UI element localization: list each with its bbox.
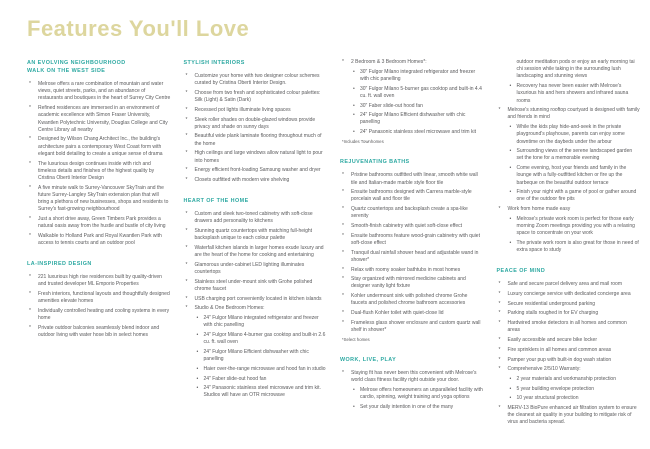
item-text: Luxury concierge service with dedicated concierge area xyxy=(507,291,631,298)
item-text: Walkable to Holland Park and Royal Kwantlen Park with access to tennis courts and an outdoor pool xyxy=(38,232,162,247)
sub-bullet-item xyxy=(196,315,328,329)
item-text: 5 year building envelope protection xyxy=(516,385,595,392)
bullet-marker: * xyxy=(29,232,31,239)
section-heading-line: WALK ON THE WEST SIDE xyxy=(27,68,106,74)
item-text: Stay organized with mirrored medicine cabinets and designer vanity light fixture xyxy=(351,276,466,290)
bullet-item xyxy=(184,150,328,164)
bullet-marker: * xyxy=(185,228,188,235)
bullet-marker: • xyxy=(353,68,355,75)
item-text: Studio & One Bedroom Homes: xyxy=(194,305,265,312)
bullet-item xyxy=(184,262,328,276)
item-text: Haier over-the-range microwave and hood fan in studio xyxy=(203,365,326,372)
bullet-marker: * xyxy=(185,133,188,140)
bullet-marker: * xyxy=(498,300,501,307)
bullet-item xyxy=(340,370,484,384)
item-text: Fresh interiors, functional layouts and thoughtfully designed amenities elevate homes xyxy=(38,291,170,305)
bullet-marker: * xyxy=(29,184,31,191)
bullet-marker: * xyxy=(498,206,501,213)
bullet-marker: * xyxy=(342,223,344,230)
section-heading xyxy=(497,267,641,275)
item-text: Tranquil dual rainfall shower head and adjustable wand in shower* xyxy=(351,249,479,263)
sub-bullet-item xyxy=(509,148,641,162)
section-heading-line: REJUVENATING BATHS xyxy=(340,159,410,166)
bullet-marker: * xyxy=(185,89,188,96)
bullet-item xyxy=(497,320,641,334)
bullet-item xyxy=(497,281,641,288)
bullet-marker: • xyxy=(353,102,355,109)
sub-bullet-item xyxy=(509,395,641,402)
feature-section xyxy=(27,59,171,247)
item-text: The private work room is also great for those in need of extra space to study xyxy=(516,239,639,254)
section-heading xyxy=(184,59,328,67)
sub-bullet-item xyxy=(352,103,484,110)
item-text: Pristine bathrooms outfitted with linear, smooth white wall tile and Italian-made marble style floor tile xyxy=(351,172,478,186)
column-3 xyxy=(340,59,484,424)
bullet-marker: • xyxy=(509,215,512,222)
bullet-item xyxy=(497,347,641,354)
bullet-marker: * xyxy=(29,136,31,143)
bullet-item xyxy=(340,250,484,264)
sub-bullet-item xyxy=(196,332,328,346)
bullet-marker: * xyxy=(342,59,344,65)
item-text: Safe and secure parcel delivery area and mail room xyxy=(507,281,623,288)
feature-section xyxy=(184,197,328,399)
bullet-marker: * xyxy=(185,295,188,302)
sub-bullet-item xyxy=(196,349,328,363)
bullet-marker: * xyxy=(185,106,188,113)
bullet-marker: * xyxy=(185,244,188,251)
section-heading-line: PEACE OF MIND xyxy=(496,268,546,275)
bullet-marker: • xyxy=(196,385,199,392)
bullet-marker: * xyxy=(185,278,188,285)
item-text: Glamorous under-cabinet LED lighting illuminates countertops xyxy=(194,261,305,276)
bullet-item xyxy=(340,223,484,230)
sub-bullet-item xyxy=(509,240,641,254)
item-text: Kohler undermount sink with polished chrome Grohe faucets and polished chrome bathroom accessories xyxy=(351,293,468,307)
footnote: *Select homes xyxy=(342,337,370,343)
sub-bullet-item xyxy=(509,376,641,383)
feature-section xyxy=(184,59,328,184)
bullet-marker: • xyxy=(353,404,355,410)
page-title: Features You'll Love xyxy=(27,16,250,41)
bullet-item xyxy=(27,136,171,158)
bullet-marker: * xyxy=(498,310,501,317)
bullet-item xyxy=(27,161,171,183)
item-text: The luxurious design continues inside with rich and timeless details and finishes of the highest quality by Cristina Oberti Interior Design xyxy=(38,160,155,181)
bullet-marker: • xyxy=(509,165,512,172)
sub-bullet-item xyxy=(352,129,484,136)
bullet-marker: * xyxy=(29,308,31,315)
feature-section xyxy=(497,267,641,426)
bullet-marker: • xyxy=(196,365,199,372)
bullet-item xyxy=(340,293,484,307)
bullet-marker: • xyxy=(353,85,355,92)
item-text: Parking stalls roughed in for EV charging xyxy=(507,310,599,317)
footnote: *Includes Townhomes xyxy=(342,139,384,145)
sub-bullet-item xyxy=(196,385,328,399)
bullet-marker: • xyxy=(196,315,199,322)
bullet-marker: * xyxy=(29,160,31,167)
item-text: Easily accessible and secure bike locker xyxy=(507,337,597,344)
section-heading-line: WORK, LIVE, PLAY xyxy=(340,357,397,364)
item-text: Stunning quartz countertops with matching full-height backsplash unique to each colour palette xyxy=(194,228,313,242)
item-text: High ceilings and large windows allow natural light to pour into homes xyxy=(194,150,323,164)
bullet-marker: * xyxy=(29,215,31,222)
bullet-item xyxy=(340,310,484,317)
bullet-item xyxy=(184,90,328,104)
section-heading-line: AN EVOLVING NEIGHBOURHOOD xyxy=(27,60,126,66)
item-text: Custom and sleek two-toned cabinetry with soft-close drawers add personality to kitchens xyxy=(194,211,313,225)
section-heading-line: HEART OF THE HOME xyxy=(183,198,249,205)
item-text: Smooth-finish cabinetry with quiet soft-close effect xyxy=(351,223,463,230)
column-1 xyxy=(27,59,171,352)
item-text: Recovery has never been easier with Melrose's luxurious his and hers showers and infrared sauna rooms xyxy=(516,83,629,104)
feature-section xyxy=(340,158,484,343)
feature-section xyxy=(340,356,484,411)
item-text: Stainless steel under-mount sink with Grohe polished chrome faucet xyxy=(194,278,313,292)
bullet-item xyxy=(184,228,328,242)
bullet-marker: * xyxy=(185,211,188,218)
item-text: Relax with roomy soaker bathtubs in most homes xyxy=(351,266,461,273)
bullet-marker: * xyxy=(498,107,501,114)
item-text: Comprehensive 2/5/10 Warranty: xyxy=(507,366,581,373)
bullet-item xyxy=(27,325,171,339)
item-text: Come evening, host your friends and family in the lounge with a fully-outfitted kitchen or fire up the barbeque on the beautiful outdoor terrace xyxy=(516,165,627,186)
bullet-marker: * xyxy=(185,167,188,174)
bullet-item xyxy=(497,310,641,317)
bullet-item xyxy=(340,172,484,186)
item-text: Ensuite bathrooms designed with Carrera marble-style porcelain wall and floor tile xyxy=(351,189,472,203)
sub-bullet-item xyxy=(352,112,484,126)
sub-bullet-item xyxy=(509,124,641,146)
bullet-item xyxy=(497,405,641,427)
bullet-marker: * xyxy=(342,310,344,317)
bullet-marker: • xyxy=(353,387,355,394)
bullet-marker: * xyxy=(498,291,501,298)
section-heading xyxy=(340,158,484,166)
item-text: Customize your home with two designer colour schemes curated by Cristina Oberti Interior Design. xyxy=(194,73,320,87)
item-text: 30" Faber slide-out hood fan xyxy=(360,102,423,109)
bullet-item xyxy=(27,105,171,134)
bullet-item xyxy=(27,216,171,230)
item-text: Private outdoor balconies seamlessly blend indoor and outdoor living with water hose bib in select homes xyxy=(38,324,160,339)
item-text: USB charging port conveniently located in kitchen islands xyxy=(194,295,322,302)
bullet-marker: * xyxy=(185,73,188,79)
bullet-marker: • xyxy=(509,189,512,196)
bullet-item xyxy=(27,291,171,305)
sub-bullet-item xyxy=(509,216,641,238)
sub-bullet-item xyxy=(509,386,641,393)
feature-section xyxy=(497,59,641,254)
bullet-marker: * xyxy=(29,105,31,112)
bullet-marker: * xyxy=(342,276,344,283)
item-text: outdoor meditation pods or enjoy an early morning tai chi session while taking in the surrounding lush landscaping and stunning views xyxy=(516,59,635,80)
feature-section xyxy=(340,59,484,145)
item-text: Frameless glass shower enclosure and custom quartz wall shelf in shower* xyxy=(351,319,481,333)
bullet-marker: * xyxy=(498,281,501,288)
item-text: Dual-flush Kohler toilet with quiet-close lid xyxy=(351,310,444,317)
item-text: Choose from two fresh and sophisticated colour palettes: Silk (Light) & Satin (Dark) xyxy=(194,89,321,104)
bullet-marker: * xyxy=(498,346,501,353)
bullet-marker: • xyxy=(196,348,199,355)
bullet-item xyxy=(340,233,484,247)
bullet-marker: * xyxy=(29,274,31,281)
item-text: Individually controlled heating and cooling systems in every home xyxy=(38,308,170,322)
bullet-marker: * xyxy=(29,324,31,331)
bullet-marker: • xyxy=(353,129,355,136)
bullet-item xyxy=(497,337,641,344)
bullet-marker: • xyxy=(196,375,199,382)
item-text: Melrose offers a rare combination of mountain and water views, quiet streets, parks, and an abundance of restaurants and boutiques in the heart of Surrey City Centre xyxy=(38,81,171,102)
bullet-item xyxy=(340,59,484,66)
bullet-item xyxy=(27,185,171,214)
bullet-marker: * xyxy=(342,249,344,256)
bullet-item xyxy=(184,117,328,131)
item-text: Melrose's stunning rooftop courtyard is designed with family and friends in mind xyxy=(507,107,640,121)
item-text: While the kids play hide-and-seek in the private playground's playhouse, parents can enjoy some downtime on the daybeds under the arbour xyxy=(516,124,625,145)
item-text: 2 Bedroom & 3 Bedroom Homes*: xyxy=(351,59,427,65)
bullet-continuation-text xyxy=(517,59,641,81)
bullet-item xyxy=(27,274,171,288)
item-text: Pamper your pup with built-in dog wash station xyxy=(507,356,612,363)
item-text: 24" Fulgor Milano 4-burner gas cooktop and built-in 2.6 cu. ft. wall oven xyxy=(203,331,326,346)
item-text: Recessed pot lights illuminate living spaces xyxy=(194,106,291,113)
item-text: Beautiful wide plank laminate flooring throughout much of the home xyxy=(194,133,322,147)
bullet-marker: * xyxy=(185,261,188,268)
sub-bullet-item xyxy=(509,83,641,105)
item-text: 30" Fulgor Milano integrated refrigerator and freezer with chic panelling xyxy=(360,68,476,82)
column-4 xyxy=(497,59,641,440)
section-heading xyxy=(340,356,484,364)
bullet-item xyxy=(184,296,328,303)
bullet-marker: • xyxy=(509,148,512,155)
bullet-marker: * xyxy=(498,405,501,412)
bullet-item xyxy=(27,308,171,322)
item-text: Closets outfitted with modern wire shelving xyxy=(194,176,290,183)
bullet-marker: * xyxy=(342,266,344,273)
bullet-marker: * xyxy=(498,337,501,344)
bullet-item xyxy=(340,267,484,274)
item-text: 24" Fulgor Milano Efficient dishwasher with chic panelling xyxy=(203,348,309,363)
bullet-item xyxy=(184,279,328,293)
item-text: Waterfall kitchen islands in larger homes exude luxury and are the heart of the home for cooking and entertaining xyxy=(194,244,324,259)
sub-bullet-item xyxy=(352,387,484,401)
item-text: Energy efficient front-loading Samsung washer and dryer xyxy=(194,167,321,174)
item-text: 10 year structural protection xyxy=(516,395,579,402)
item-text: Set your daily intention in one of the many xyxy=(360,404,454,410)
bullet-marker: * xyxy=(29,291,31,298)
bullet-item xyxy=(184,107,328,114)
item-text: Fire sprinklers in all homes and common areas xyxy=(507,346,612,353)
section-heading xyxy=(27,260,171,268)
columns xyxy=(27,59,640,440)
bullet-item xyxy=(340,206,484,220)
bullet-marker: • xyxy=(509,385,512,392)
item-text: Finish your night with a game of pool or gather around one of the outdoor fire pits xyxy=(516,189,637,203)
feature-section xyxy=(27,260,171,339)
bullet-marker: * xyxy=(29,81,31,87)
bullet-item xyxy=(184,245,328,259)
item-text: MERV-13 BioPure enhanced air filtration system to ensure the cleanest air quality in your building to mitigate risk of virus and bacteria spread. xyxy=(507,405,637,426)
bullet-item xyxy=(184,73,328,87)
item-text: Melrose offers homeowners an unparalleled facility with cardio, spinning, weight training and yoga options xyxy=(360,387,483,401)
item-text: 24" Panasonic stainless steel microwave and trim kit xyxy=(360,129,476,136)
item-text: Secure residential underground parking xyxy=(507,300,596,307)
bullet-marker: • xyxy=(509,124,512,131)
bullet-item xyxy=(184,167,328,174)
bullet-marker: * xyxy=(342,206,344,213)
item-text: Sleek roller shades on double-glazed windows provide privacy and shade on sunny days xyxy=(194,116,316,130)
bullet-marker: * xyxy=(185,176,188,183)
bullet-marker: * xyxy=(342,293,344,300)
bullet-item xyxy=(184,305,328,312)
bullet-item xyxy=(340,320,484,334)
item-text: 30" Fulgor Milano 5-burner gas cooktop and built-in 4.4 cu. ft. wall oven xyxy=(360,85,482,99)
sub-bullet-item xyxy=(196,366,328,373)
bullet-marker: • xyxy=(509,375,512,382)
item-text: 24" Fulgor Milano integrated refrigerator and freezer with chic panelling xyxy=(203,315,319,329)
item-text: Quartz countertops and backsplash create a spa-like serenity xyxy=(351,206,468,220)
bullet-marker: * xyxy=(185,116,188,123)
section-heading-line: STYLISH INTERIORS xyxy=(183,60,245,66)
sub-bullet-item xyxy=(509,189,641,203)
item-text: Work from home made easy xyxy=(507,206,571,213)
bullet-marker: * xyxy=(498,356,501,363)
bullet-marker: * xyxy=(185,305,188,312)
bullet-item xyxy=(340,276,484,290)
bullet-item xyxy=(497,206,641,213)
item-text: Hardwired smoke detectors in all homes and common areas xyxy=(507,320,627,334)
bullet-marker: • xyxy=(196,331,199,338)
bullet-item xyxy=(184,177,328,184)
bullet-item xyxy=(497,291,641,298)
bullet-marker: • xyxy=(509,395,512,402)
bullet-item xyxy=(497,357,641,364)
column-2 xyxy=(184,59,328,413)
item-text: Refined residences are immersed in an environment of academic excellence with Simon Fraser University, Kwantlen Polytechnic University, Douglas College and City Centre Library all nearby xyxy=(38,105,168,133)
item-text: Surrounding views of the serene landscaped garden set the tone for a memorable evening xyxy=(516,148,633,162)
bullet-marker: * xyxy=(342,370,344,377)
bullet-marker: * xyxy=(342,172,344,179)
item-text: A five minute walk to Surrey-Vancouver SkyTrain and the future Surrey-Langley SkyTrain extension plan that will bring a plethora of new businesses, shops and residents to Surrey's fast-growing neighbourhood xyxy=(38,184,169,213)
bullet-marker: • xyxy=(509,83,512,90)
bullet-item xyxy=(497,107,641,121)
bullet-item xyxy=(497,301,641,308)
item-text: Staying fit has never been this convenient with Melrose's world class fitness facility right outside your door. xyxy=(351,370,477,384)
item-text: 24" Panasonic stainless steel microwave and trim kit. Studios will have an OTR microwave xyxy=(203,385,321,399)
sub-bullet-item xyxy=(196,376,328,383)
bullet-item xyxy=(27,81,171,103)
bullet-marker: • xyxy=(509,239,512,246)
section-heading-line: LA-INSPIRED DESIGN xyxy=(27,261,92,268)
item-text: Designed by Wilson Chang Architect Inc., the building's architecture pairs a contemporary West Coast form with elegant bold detailing to create a unique sense of drama xyxy=(38,136,163,157)
sub-bullet-item xyxy=(509,165,641,187)
bullet-item xyxy=(184,133,328,147)
bullet-item xyxy=(184,211,328,225)
item-text: 24" Faber slide-out hood fan xyxy=(203,375,267,382)
section-heading xyxy=(184,197,328,205)
item-text: Melrose's private work room is perfect for those early morning Zoom meetings providing you with a relaxing space to concentrate on your work xyxy=(516,215,635,237)
bullet-item xyxy=(340,189,484,203)
bullet-marker: * xyxy=(342,319,344,326)
item-text: 221 luxurious high rise residences built by quality-driven and trusted developer ML Emporio Properties xyxy=(38,274,162,288)
bullet-marker: * xyxy=(498,320,501,327)
bullet-item xyxy=(27,233,171,247)
bullet-marker: * xyxy=(185,150,188,157)
sub-bullet-item xyxy=(352,404,484,411)
bullet-marker: • xyxy=(353,112,355,119)
item-text: Ensuite bathrooms feature wood-grain cabinetry with quiet soft-close effect xyxy=(351,232,480,246)
bullet-marker: * xyxy=(498,366,501,373)
sub-bullet-item xyxy=(352,69,484,83)
bullet-marker: * xyxy=(342,232,344,239)
item-text: 24" Fulgor Milano Efficient dishwasher with chic panelling xyxy=(360,112,466,126)
bullet-marker: * xyxy=(342,189,344,196)
bullet-item xyxy=(497,366,641,373)
item-text: Just a short drive away, Green Timbers Park provides a natural oasis away from the hustle and bustle of city living xyxy=(38,215,166,230)
section-heading xyxy=(27,59,171,75)
item-text: 2 year materials and workmanship protection xyxy=(516,375,616,382)
sub-bullet-item xyxy=(352,86,484,100)
